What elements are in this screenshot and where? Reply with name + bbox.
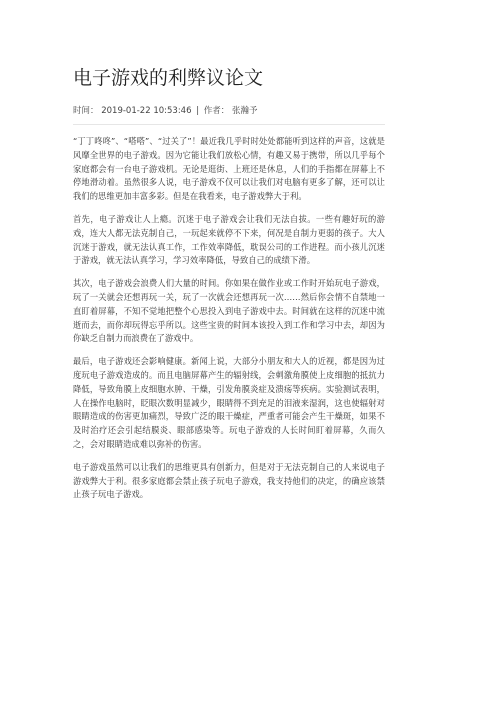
time-value: 2019-01-22 10:53:46 xyxy=(101,106,192,116)
time-label: 时间： xyxy=(73,106,99,116)
article-paragraph-4: 最后，电子游戏还会影响健康。新闻上说，大部分小朋友和大人的近视，都是因为过度玩电子游戏造成的。而且电脑屏幕产生的辐射线，会刺激角膜使上皮细胞的抵抗力降低，导致角膜上皮细胞水肿、干燥，引发角膜炎症及溃疡等疾病。实验测试表明，人在操作电脑时，眨眼次数明显减少，眼睛得不到充足的泪液来湿润，这也使辐射对眼睛造成的伤害更加痛烈，导致广泛的眼干燥症，严重者可能会产生干燥斑，如果不及时治疗还会引起结膜炎、眼部感染等。玩电子游戏的人长时间盯着屏幕，久而久之，会对眼睛造成难以弥补的伤害。 xyxy=(73,356,385,449)
article-title: 电子游戏的利弊议论文 xyxy=(73,67,264,89)
article-meta xyxy=(73,105,385,117)
author-value: 张瀚予 xyxy=(232,106,258,116)
meta-divider xyxy=(73,124,385,125)
article-paragraph-3: 其次，电子游戏会浪费人们大量的时间。你如果在做作业或工作时开始玩电子游戏，玩了一关就会还想再玩一关，玩了一次就会还想再玩一次……然后你会情不自禁地一直盯着屏幕，不知不觉地把整个心思投入到电子游戏中去。时间就在这样的沉迷中流逝而去，而你却玩得忘乎所以。这些宝贵的时间本该投入到工作和学习中去，却因为你缺乏自制力而浪费在了游戏中。 xyxy=(73,278,385,344)
author-label: 作者： xyxy=(203,106,230,116)
article-paragraph-5: 电子游戏虽然可以让我们的思维更具有创新力，但是对于无法克制自己的人来说电子游戏弊大于利。很多家庭都会禁止孩子玩电子游戏，我支持他们的决定，的确应该禁止孩子玩电子游戏。 xyxy=(73,461,385,500)
article-paragraph-1: “丁丁咚咚”、“嗒嗒”、“过关了”！最近我几乎时时处处都能听到这样的声音，这就是风靡全世界的电子游戏。因为它能让我们放松心情，有趣又易于携带，所以几乎每个家庭都会有一台电子游戏机。无论是逛街、上班还是休息，人们的手指都在屏幕上不停地滑动着。虽然很多人说，电子游戏不仅可以让我们对电脑有更多了解，还可以让我们的思维更加丰富多彩。但是在我看来，电子游戏弊大于利。 xyxy=(73,136,385,202)
meta-separator: | xyxy=(196,106,200,116)
article-paragraph-2: 首先，电子游戏让人上瘾。沉迷于电子游戏会让我们无法自拔。一些有趣好玩的游戏，连大人都无法克制自己，一玩起来就停不下来，何况是自制力更弱的孩子。大人沉迷于游戏，就无法认真工作，工作效率降低，耽误公司的工作进程。而小孩儿沉迷于游戏，就无法认真学习，学习效率降低，导致自己的成绩下滑。 xyxy=(73,213,385,266)
article xyxy=(73,64,385,511)
